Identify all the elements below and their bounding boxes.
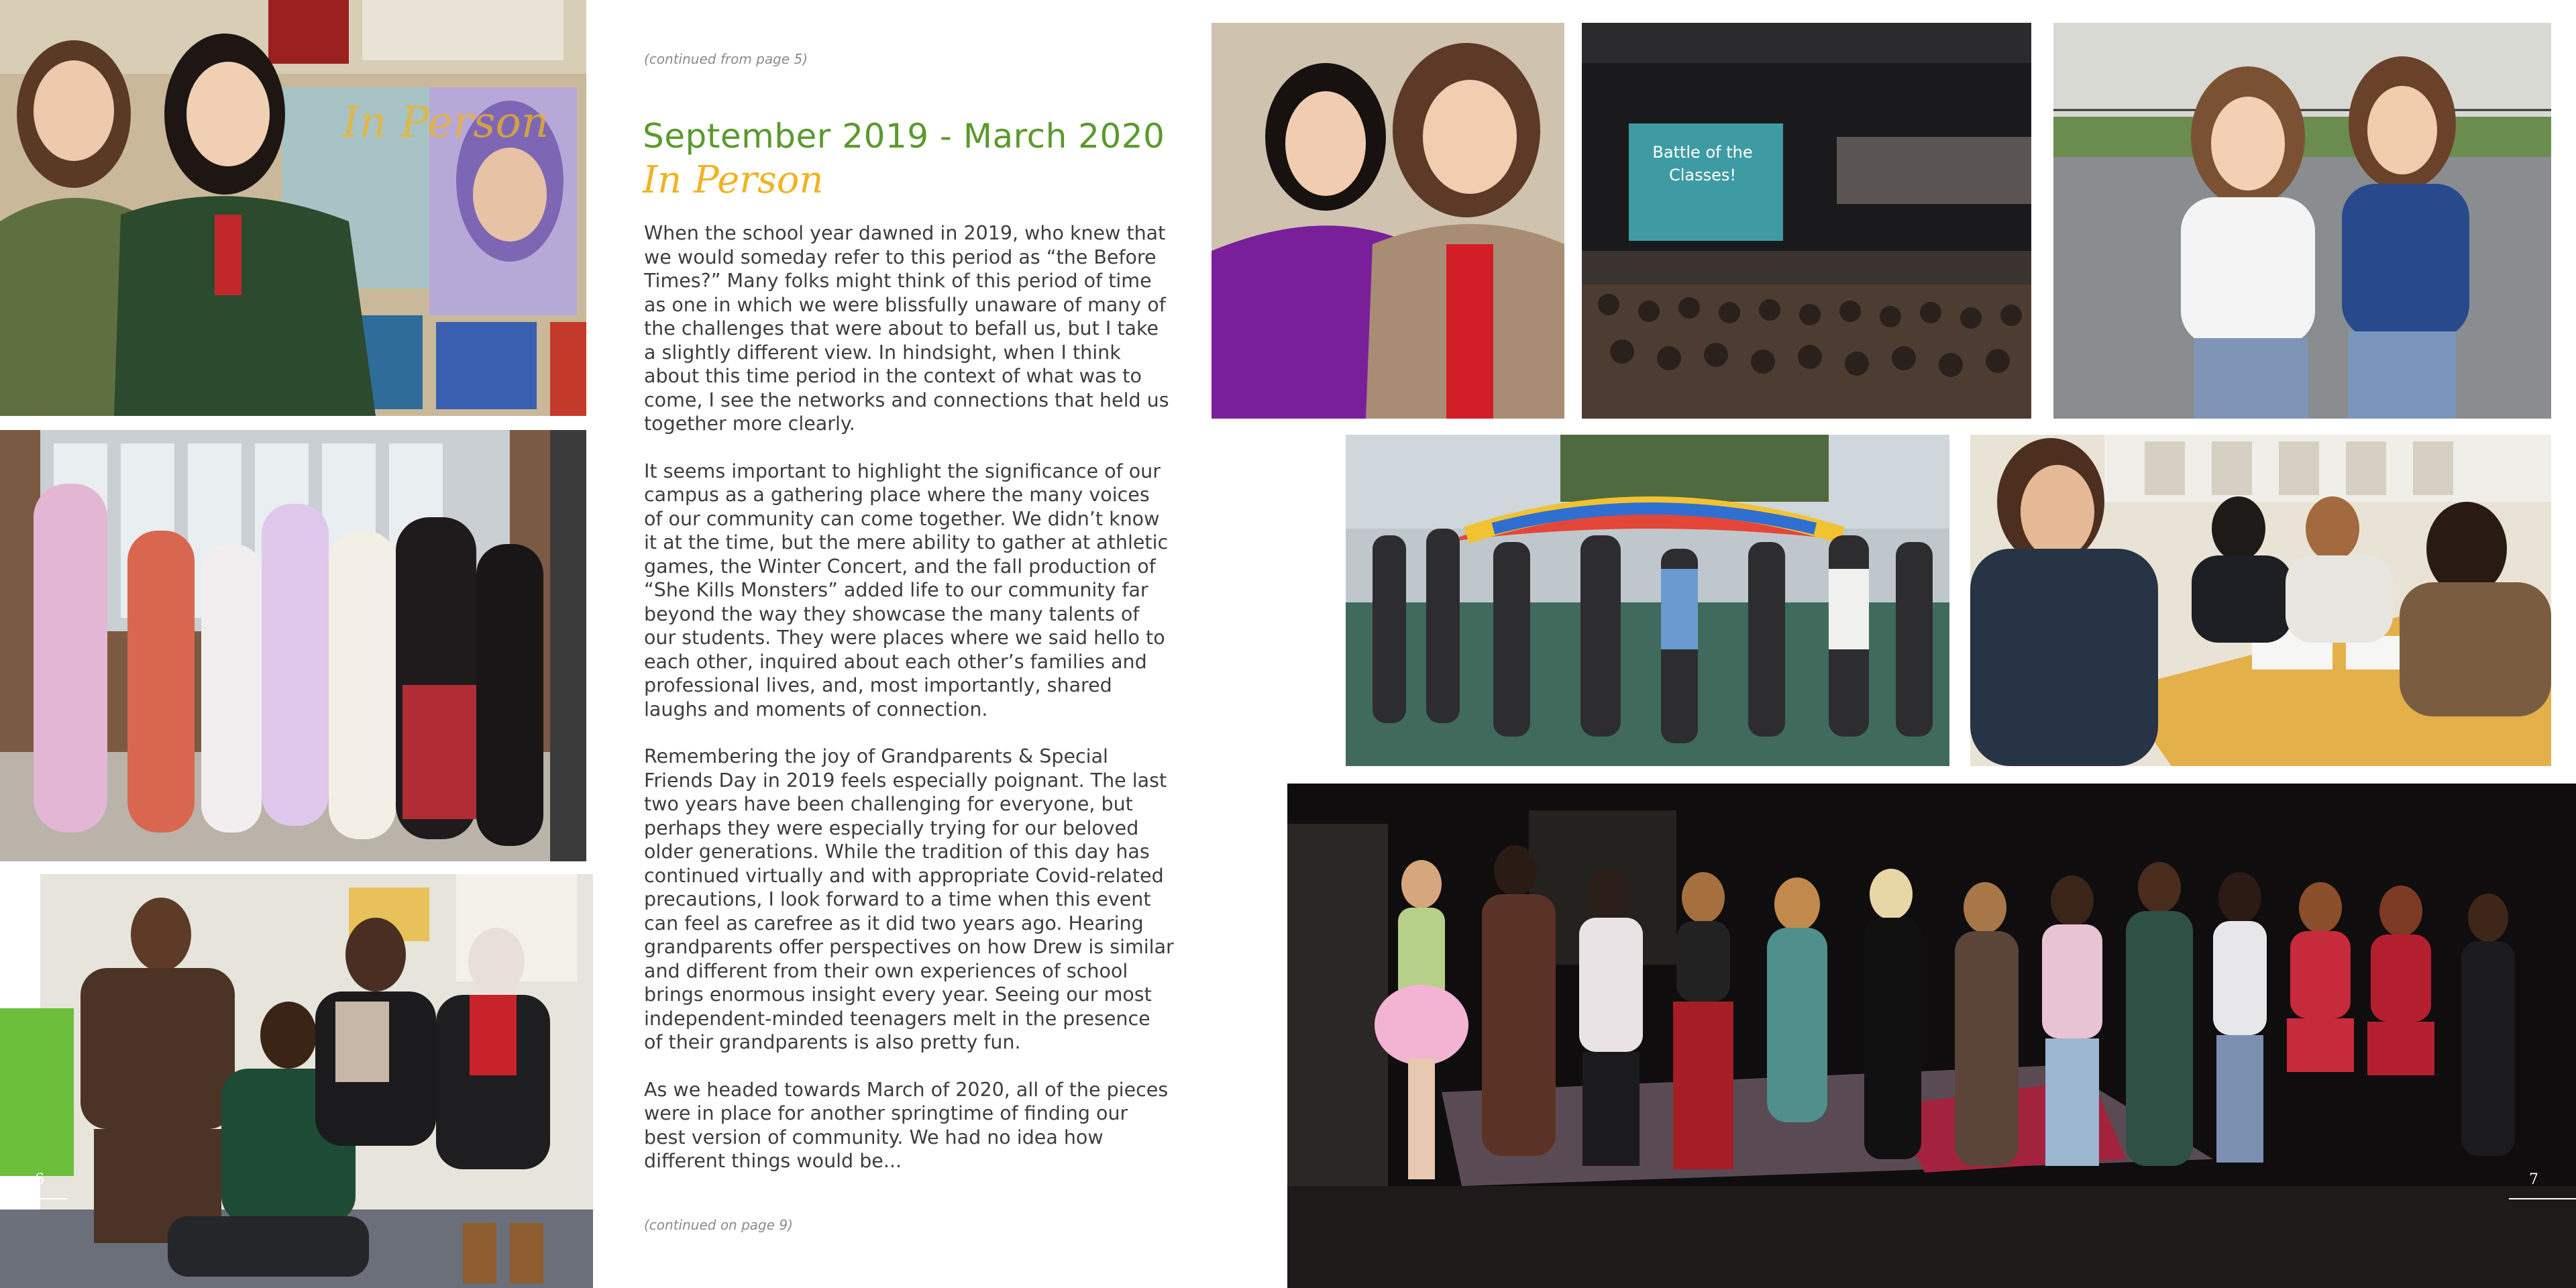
overlay-in-person-text: In Person xyxy=(342,98,549,148)
photo-battle-of-classes xyxy=(1582,23,2031,419)
photo-two-women xyxy=(1212,23,1564,419)
page-number-rule-left xyxy=(0,1198,67,1199)
paragraph-1: When the school year dawned in 2019, who knew that we would someday refer to this period as “the Before Times?” Many folks might think of this period of time as one in which we were blissfully unaware of many of the challenges that were about to befall us, but I take a slightly different view. In hindsight, when I think about this time period in the context of what was to come, I see the networks and connections that held us together more clearly. xyxy=(644,222,1169,435)
article-subhead: In Person xyxy=(643,158,824,202)
photo-students-art-wall xyxy=(0,0,586,416)
page-number-rule-right xyxy=(2509,1198,2576,1199)
continued-on-note: (continued on page 9) xyxy=(644,1217,793,1233)
photo-students-studying xyxy=(1970,435,2551,766)
page-number-left: 6 xyxy=(35,1171,44,1188)
projector-screen-text: Battle of the Classes! xyxy=(1652,143,1753,184)
photo-students-thumbs-up xyxy=(2053,23,2551,419)
article-body xyxy=(644,221,1174,1197)
article-headline: September 2019 - March 2020 xyxy=(643,117,1165,156)
paragraph-4: As we headed towards March of 2020, all of the pieces were in place for another springtime of finding our best version of community. We had no idea how different things would be... xyxy=(644,1078,1169,1172)
photo-cast-curtain-call xyxy=(1287,784,2576,1288)
page-number-right: 7 xyxy=(2529,1171,2538,1188)
photo-grandparents-day xyxy=(0,874,593,1288)
photo-parachute-game xyxy=(1346,435,1949,766)
paragraph-3: Remembering the joy of Grandparents & Special Friends Day in 2019 feels especially poignant. The last two years have been challenging for everyone, but perhaps they were especially trying for our beloved older generations. While the tradition of this day has continued virtually and with appropriate Covid-related precautions, I look forward to a time when this event can feel as carefree as it did two years ago. Hearing grandparents offer perspectives on how Drew is similar and different from their own experiences of school brings enormous insight every year. Seeing our most independent-minded teenagers melt in the presence of their grandparents is also pretty fun. xyxy=(644,745,1174,1053)
paragraph-2: It seems important to highlight the significance of our campus as a gathering place where the many voices of our community can come together. We didn’t know it at the time, but the mere ability to gather at athletic games, the Winter Concert, and the fall production of “She Kills Monsters” added life to our community far beyond the way they showcase the many talents of our students. They were places where we said hello to each other, inquired about each other’s families and professional lives, and, most importantly, shared laughs and moments of connection. xyxy=(644,460,1169,720)
continued-from-note: (continued from page 5) xyxy=(644,51,808,67)
photo-students-onesies xyxy=(0,430,586,861)
